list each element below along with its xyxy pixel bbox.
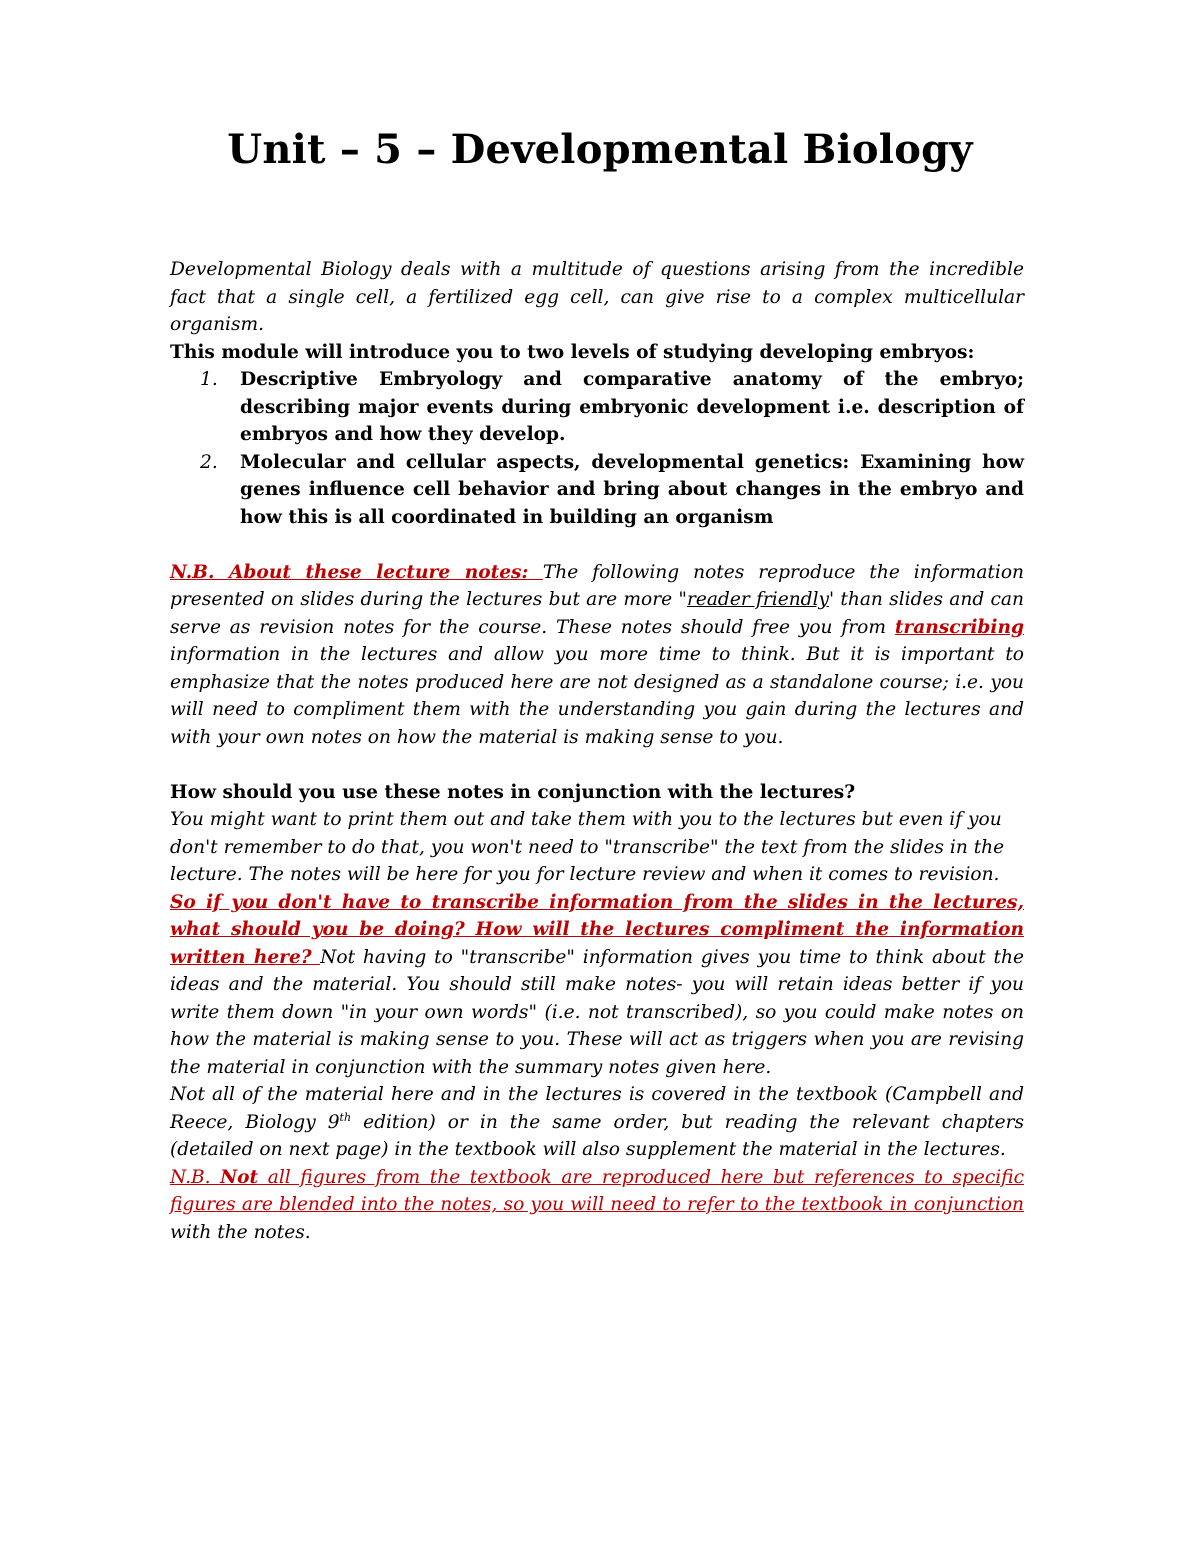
intro-paragraph: Developmental Biology deals with a multitude of questions arising from the incredible fact that a single cell, a fertilized egg cell, can give rise to a complex multicellular organism. <box>170 259 1024 335</box>
reader-friendly-text: reader friendly <box>686 589 830 610</box>
textbook-paragraph <box>170 1081 1024 1164</box>
list-item <box>170 366 1024 449</box>
list-number: 1. <box>200 369 218 390</box>
nb-text-1: The following notes reproduce the information presented on slides during the lectures but are more " <box>170 561 1024 610</box>
question-answer-text: Not having to "transcribe" information gives you time to think about the ideas and the material. You should still make notes- you will retain ideas better if you write them down "in your own words" (i.e. not transcribed), so you could make notes on how the material is making sense to you. These will act as triggers when you are revising the material in conjunction with the summary notes given here. <box>170 946 1024 1078</box>
paragraph-gap <box>170 531 1024 559</box>
figures-not-text: Not <box>220 1166 259 1188</box>
figures-paragraph <box>170 1164 1024 1247</box>
page-title: Unit – 5 – Developmental Biology <box>227 126 973 173</box>
nb-text-3: information in the lectures and allow you more time to think. But it is important to emphasize that the notes produced here are not designed as a standalone course; i.e. you will need to compliment them with the understanding you gain during the lectures and with your own notes on how the material is making sense to you. <box>170 644 1024 748</box>
nb-label: N.B. About these lecture notes: <box>170 561 543 583</box>
textbook-text-2: edition) or in the same order, but reading the relevant chapters (detailed on next page) in the textbook will also supplement the material in the lectures. <box>170 1111 1024 1160</box>
document-body <box>170 256 1024 1246</box>
list-item-text: Descriptive Embryology and comparative anatomy of the embryo; describing major events during embryonic development i.e. description of embryos and how they develop. <box>240 369 1024 445</box>
list-number: 2. <box>200 451 218 473</box>
levels-list <box>170 366 1024 531</box>
transcribing-text: transcribing <box>894 616 1024 638</box>
figures-tail-text: with the notes. <box>170 1221 311 1243</box>
figures-text: all figures from the textbook are reproduced here but references to specific figures are blended into the notes, so you will need to refer to the textbook in conjunction <box>170 1166 1024 1215</box>
question-paragraph <box>170 889 1024 1082</box>
textbook-superscript: th <box>339 1110 352 1124</box>
usage-paragraph: You might want to print them out and take them with you to the lectures but even if you don't remember to do that, you won't need to "transcribe" the text from the slides in the lecture. The notes will be here for you for lecture review and when it comes to revision. <box>170 809 1005 885</box>
figures-nb-label: N.B. <box>170 1166 221 1188</box>
module-heading: This module will introduce you to two levels of studying developing embryos: <box>170 341 975 363</box>
list-item-text: Molecular and cellular aspects, developmental genetics: Examining how genes influence cell behavior and bring about changes in the embryo and how this is all coordinated in building an organism <box>240 451 1024 528</box>
question-red-text: So if you don't have to transcribe information from the slides in the lectures, what should you be doing? How will the lectures compliment the information written here? <box>170 891 1024 968</box>
usage-heading: How should you use these notes in conjunction with the lectures? <box>170 781 856 803</box>
textbook-text-1: Not all of the material here and in the lectures is covered in the textbook (Campbell and Reece, Biology 9 <box>170 1084 1024 1133</box>
paragraph-gap <box>170 751 1024 779</box>
nb-text-2: ' than slides and can serve as revision notes for the course. These notes should free you from <box>170 589 1024 638</box>
nb-paragraph <box>170 559 1024 752</box>
list-item <box>170 449 1024 532</box>
